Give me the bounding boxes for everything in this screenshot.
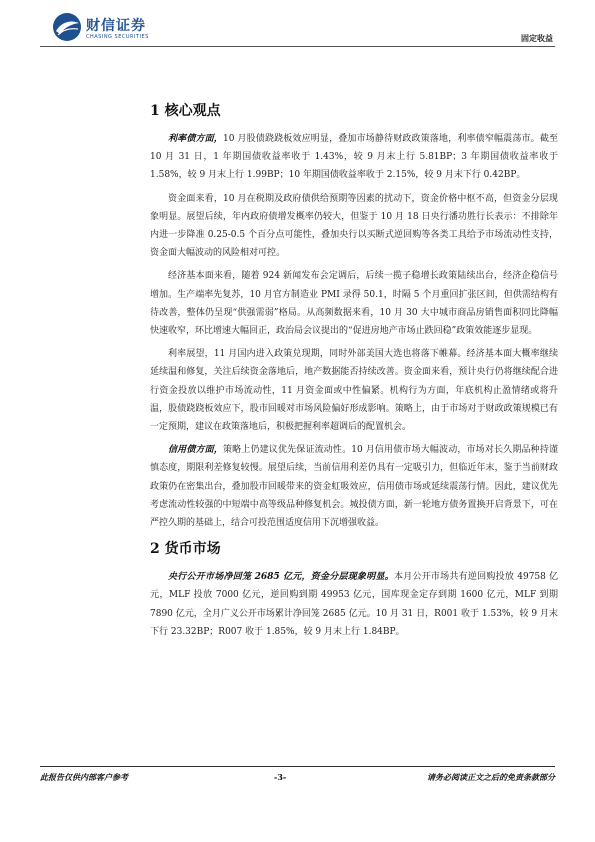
paragraph	[150, 441, 558, 532]
footer-disclaimer: 此报告仅供内部客户参考	[40, 772, 128, 782]
footer-divider	[40, 766, 555, 767]
paragraph-lead: 央行公开市场净回笼 2685 亿元，资金分层现象明显。	[168, 572, 394, 583]
paragraph-lead: 利率债方面，	[168, 134, 223, 144]
paragraph-lead: 信用债方面，	[168, 445, 223, 456]
page-number: -3-	[274, 772, 287, 782]
paragraph	[150, 345, 558, 436]
paragraph	[150, 130, 558, 185]
logo-text-cn: 财信证券	[86, 18, 146, 34]
logo-text-en: CHASING SECURITIES	[86, 34, 149, 40]
section-title: 2 货币市场	[150, 541, 221, 558]
paragraph-text: 经济基本面来看，随着 924 新闻发布会定调后，后续一揽子稳增长政策陆续出台，经济企稳信号增加。生产端率先复苏，10 月官方制造业 PMI 录得 50.1，时隔 5 个月重回扩张区间，但供需结构有待改善，整体仍呈现“供强需弱”格局。从高频数据来看，10 月 30 大中城市商品房销售面积同比降幅快速收窄，环比增速大幅回正，政治局会议提出的“促进房地产市场止跌回稳”政策效能逐步显现。	[150, 271, 558, 337]
report-category: 固定收益	[521, 33, 553, 43]
paragraph-text: 资金面来看，10 月在税期及政府债供给预期等因素的扰动下，资金价格中枢不高，但资金分层现象明显。展望后续，年内政府债增发概率仍较大，但鉴于 10 月 18 日央行潘功胜行长表示：不排除年内进一步降准 0.25-0.5 个百分点可能性，叠加央行以买断式逆回购等各类工具给予市场流动性支持，资金面大幅波动的风险相对可控。	[150, 193, 558, 259]
page-footer	[40, 772, 555, 786]
logo-mark-icon	[52, 12, 82, 42]
paragraph-text: 利率展望，11 月国内进入政策兑现期，同时外部美国大选也将落下帷幕。经济基本面大概率继续延续温和修复，关注后续资金落地后，地产数据能否持续改善。资金面来看，预计央行仍将继续配合进行资金投放以维护市场流动性，11 月资金面或中性偏紧。机构行为方面，年底机构止盈情绪或将升温，股债跷跷板效应下，股市回暖对市场风险偏好形成影响。策略上，由于市场对于财政政策规模已有一定预期，建议在政策落地后，积极把握利率超调后的配置机会。	[150, 349, 558, 433]
paragraph	[150, 267, 558, 340]
company-logo	[52, 10, 172, 50]
paragraph-text: 10 月股债跷跷板效应明显，叠加市场静待财政政策落地，利率债窄幅震荡市。截至 10 月 31 日，1 年期国债收益率收于 1.43%，较 9 月末上行 5.81BP；3 年期国债收益率收于 1.58%，较 9 月末上行 1.99BP；10 年期国债收益率收于 2.15%，较 9 月末下行 0.42BP。	[150, 134, 558, 181]
report-body	[150, 100, 558, 646]
section-title: 1 核心观点	[150, 103, 221, 119]
paragraph-text: 策略上仍建议优先保证流动性。10 月信用债市场大幅波动，市场对长久期品种持谨慎态度，期限利差修复较慢。展望后续，当前信用利差仍具有一定吸引力，但临近年末，鉴于当前财政政策仍在密集出台，叠加股市回暖带来的资金虹吸效应，信用债市场或延续震荡行情。因此，建议优先考虑流动性较强的中短端中高等级品种修复机会。城投债方面，新一轮地方债务置换开启背景下，可在严控久期的基础上，结合可投范围适度信用下沉增强收益。	[150, 445, 558, 529]
paragraph	[150, 568, 558, 641]
paragraph-text: 本月公开市场共有逆回购投放 49758 亿元，MLF 投放 7000 亿元，逆回购到期 49953 亿元，国库现金定存到期 1600 亿元，MLF 到期 7890 亿元，全月广义公开市场累计净回笼 2685 亿元。10 月 31 日，R001 收于 1.53%，较 9 月末下行 23.32BP；R007 收于 1.85%，较 9 月末上行 1.84BP。	[150, 572, 558, 637]
paragraph	[150, 190, 558, 263]
header-divider	[40, 46, 555, 47]
footer-notice: 请务必阅读正文之后的免责条款部分	[427, 772, 555, 782]
